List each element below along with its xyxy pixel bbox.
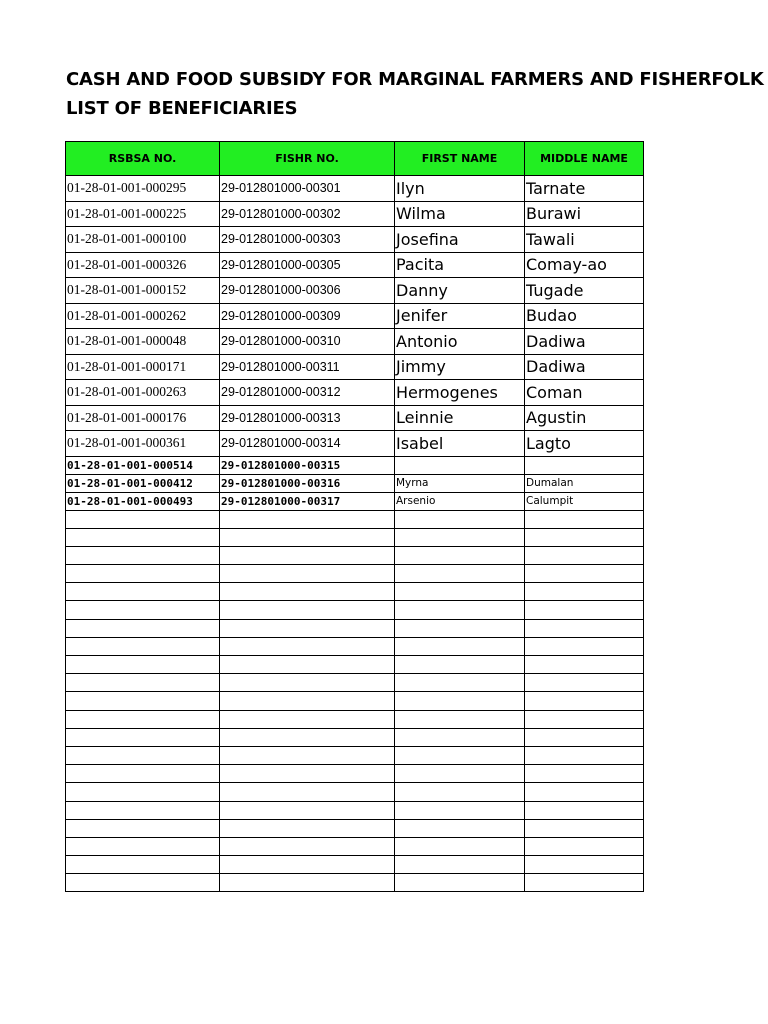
fishr-cell: 29-012801000-00302 [220, 201, 395, 227]
first-name-cell [395, 874, 525, 892]
first-name-cell: Wilma [395, 201, 525, 227]
rsbsa-cell: 01-28-01-001-000493 [66, 492, 220, 510]
table-row [66, 710, 644, 728]
first-name-cell [395, 656, 525, 674]
table-row [66, 278, 644, 304]
first-name-cell: Jimmy [395, 354, 525, 380]
middle-name-cell [525, 783, 644, 801]
first-name-cell [395, 765, 525, 783]
fishr-cell: 29-012801000-00316 [220, 474, 395, 492]
fishr-cell [220, 656, 395, 674]
first-name-cell: Ilyn [395, 176, 525, 202]
fishr-cell: 29-012801000-00301 [220, 176, 395, 202]
rsbsa-cell: 01-28-01-001-000171 [66, 354, 220, 380]
middle-name-cell: Dadiwa [525, 354, 644, 380]
fishr-cell: 29-012801000-00303 [220, 227, 395, 253]
table-row [66, 252, 644, 278]
rsbsa-cell [66, 583, 220, 601]
rsbsa-cell [66, 656, 220, 674]
first-name-cell: Myrna [395, 474, 525, 492]
fishr-cell: 29-012801000-00310 [220, 329, 395, 355]
middle-name-cell [525, 565, 644, 583]
middle-name-cell: Comay-ao [525, 252, 644, 278]
beneficiaries-table [65, 141, 644, 892]
first-name-cell [395, 619, 525, 637]
first-name-cell: Pacita [395, 252, 525, 278]
first-name-cell [395, 746, 525, 764]
middle-name-cell: Dadiwa [525, 329, 644, 355]
middle-name-cell: Tugade [525, 278, 644, 304]
rsbsa-cell: 01-28-01-001-000152 [66, 278, 220, 304]
table-row [66, 728, 644, 746]
middle-name-cell: Burawi [525, 201, 644, 227]
first-name-cell: Isabel [395, 431, 525, 457]
middle-name-cell: Lagto [525, 431, 644, 457]
rsbsa-cell: 01-28-01-001-000263 [66, 380, 220, 406]
fishr-cell: 29-012801000-00309 [220, 303, 395, 329]
rsbsa-cell [66, 856, 220, 874]
first-name-cell [395, 692, 525, 710]
rsbsa-cell: 01-28-01-001-000326 [66, 252, 220, 278]
fishr-cell: 29-012801000-00314 [220, 431, 395, 457]
column-header-middle-name: MIDDLE NAME [525, 142, 644, 176]
middle-name-cell [525, 656, 644, 674]
first-name-cell [395, 456, 525, 474]
first-name-cell: Arsenio [395, 492, 525, 510]
table-row [66, 746, 644, 764]
column-header-first-name: FIRST NAME [395, 142, 525, 176]
rsbsa-cell: 01-28-01-001-000514 [66, 456, 220, 474]
table-row [66, 528, 644, 546]
middle-name-cell [525, 874, 644, 892]
first-name-cell [395, 710, 525, 728]
rsbsa-cell [66, 528, 220, 546]
fishr-cell [220, 819, 395, 837]
fishr-cell [220, 583, 395, 601]
first-name-cell: Danny [395, 278, 525, 304]
rsbsa-cell [66, 619, 220, 637]
middle-name-cell: Calumpit [525, 492, 644, 510]
middle-name-cell [525, 619, 644, 637]
middle-name-cell: Agustin [525, 405, 644, 431]
fishr-cell [220, 765, 395, 783]
table-row [66, 692, 644, 710]
fishr-cell [220, 801, 395, 819]
rsbsa-cell [66, 837, 220, 855]
middle-name-cell [525, 546, 644, 564]
rsbsa-cell [66, 674, 220, 692]
rsbsa-cell [66, 601, 220, 619]
first-name-cell: Josefina [395, 227, 525, 253]
table-row [66, 637, 644, 655]
table-row [66, 619, 644, 637]
table-row [66, 510, 644, 528]
column-header-fishr: FISHR NO. [220, 142, 395, 176]
middle-name-cell [525, 601, 644, 619]
rsbsa-cell [66, 783, 220, 801]
rsbsa-cell [66, 765, 220, 783]
rsbsa-cell: 01-28-01-001-000262 [66, 303, 220, 329]
table-row [66, 227, 644, 253]
rsbsa-cell [66, 710, 220, 728]
first-name-cell [395, 510, 525, 528]
middle-name-cell [525, 528, 644, 546]
first-name-cell [395, 601, 525, 619]
first-name-cell [395, 546, 525, 564]
fishr-cell [220, 546, 395, 564]
rsbsa-cell [66, 819, 220, 837]
first-name-cell [395, 837, 525, 855]
first-name-cell [395, 856, 525, 874]
rsbsa-cell: 01-28-01-001-000295 [66, 176, 220, 202]
table-row [66, 765, 644, 783]
fishr-cell [220, 710, 395, 728]
table-row [66, 492, 644, 510]
fishr-cell [220, 692, 395, 710]
fishr-cell: 29-012801000-00311 [220, 354, 395, 380]
middle-name-cell [525, 819, 644, 837]
fishr-cell: 29-012801000-00305 [220, 252, 395, 278]
middle-name-cell [525, 674, 644, 692]
fishr-cell [220, 746, 395, 764]
fishr-cell: 29-012801000-00312 [220, 380, 395, 406]
fishr-cell [220, 565, 395, 583]
fishr-cell [220, 783, 395, 801]
first-name-cell [395, 728, 525, 746]
middle-name-cell [525, 692, 644, 710]
first-name-cell [395, 819, 525, 837]
table-row [66, 176, 644, 202]
column-header-rsbsa: RSBSA NO. [66, 142, 220, 176]
rsbsa-cell [66, 874, 220, 892]
table-row [66, 601, 644, 619]
first-name-cell: Leinnie [395, 405, 525, 431]
fishr-cell [220, 601, 395, 619]
fishr-cell [220, 837, 395, 855]
table-row [66, 546, 644, 564]
rsbsa-cell [66, 746, 220, 764]
middle-name-cell: Budao [525, 303, 644, 329]
middle-name-cell [525, 765, 644, 783]
table-row [66, 431, 644, 457]
middle-name-cell [525, 456, 644, 474]
table-row [66, 474, 644, 492]
first-name-cell: Hermogenes [395, 380, 525, 406]
first-name-cell [395, 565, 525, 583]
middle-name-cell [525, 728, 644, 746]
middle-name-cell [525, 746, 644, 764]
rsbsa-cell [66, 692, 220, 710]
table-row [66, 380, 644, 406]
table-header-row [66, 142, 644, 176]
fishr-cell: 29-012801000-00306 [220, 278, 395, 304]
table-row [66, 837, 644, 855]
middle-name-cell: Tawali [525, 227, 644, 253]
first-name-cell: Jenifer [395, 303, 525, 329]
middle-name-cell: Dumalan [525, 474, 644, 492]
rsbsa-cell [66, 565, 220, 583]
first-name-cell [395, 783, 525, 801]
document-subtitle: LIST OF BENEFICIARIES [66, 98, 298, 119]
table-row [66, 583, 644, 601]
rsbsa-cell [66, 728, 220, 746]
first-name-cell [395, 801, 525, 819]
first-name-cell [395, 583, 525, 601]
middle-name-cell: Coman [525, 380, 644, 406]
table-row [66, 201, 644, 227]
first-name-cell [395, 674, 525, 692]
rsbsa-cell [66, 546, 220, 564]
table-row [66, 303, 644, 329]
middle-name-cell [525, 637, 644, 655]
middle-name-cell [525, 710, 644, 728]
table-row [66, 354, 644, 380]
fishr-cell [220, 674, 395, 692]
fishr-cell [220, 510, 395, 528]
table-row [66, 819, 644, 837]
first-name-cell [395, 528, 525, 546]
table-row [66, 656, 644, 674]
fishr-cell: 29-012801000-00317 [220, 492, 395, 510]
fishr-cell [220, 874, 395, 892]
rsbsa-cell [66, 801, 220, 819]
rsbsa-cell: 01-28-01-001-000048 [66, 329, 220, 355]
rsbsa-cell [66, 637, 220, 655]
middle-name-cell: Tarnate [525, 176, 644, 202]
rsbsa-cell: 01-28-01-001-000225 [66, 201, 220, 227]
table-row [66, 674, 644, 692]
middle-name-cell [525, 837, 644, 855]
table-row [66, 565, 644, 583]
first-name-cell: Antonio [395, 329, 525, 355]
fishr-cell: 29-012801000-00315 [220, 456, 395, 474]
table-row [66, 874, 644, 892]
fishr-cell [220, 728, 395, 746]
middle-name-cell [525, 856, 644, 874]
rsbsa-cell [66, 510, 220, 528]
table-row [66, 783, 644, 801]
middle-name-cell [525, 583, 644, 601]
document-title: CASH AND FOOD SUBSIDY FOR MARGINAL FARMERS AND FISHERFOLK [66, 69, 764, 90]
fishr-cell [220, 856, 395, 874]
rsbsa-cell: 01-28-01-001-000412 [66, 474, 220, 492]
table-row [66, 405, 644, 431]
table-row [66, 856, 644, 874]
fishr-cell [220, 619, 395, 637]
middle-name-cell [525, 510, 644, 528]
first-name-cell [395, 637, 525, 655]
table-row [66, 801, 644, 819]
table-row [66, 329, 644, 355]
fishr-cell [220, 637, 395, 655]
fishr-cell: 29-012801000-00313 [220, 405, 395, 431]
rsbsa-cell: 01-28-01-001-000176 [66, 405, 220, 431]
rsbsa-cell: 01-28-01-001-000100 [66, 227, 220, 253]
rsbsa-cell: 01-28-01-001-000361 [66, 431, 220, 457]
middle-name-cell [525, 801, 644, 819]
table-row [66, 456, 644, 474]
fishr-cell [220, 528, 395, 546]
